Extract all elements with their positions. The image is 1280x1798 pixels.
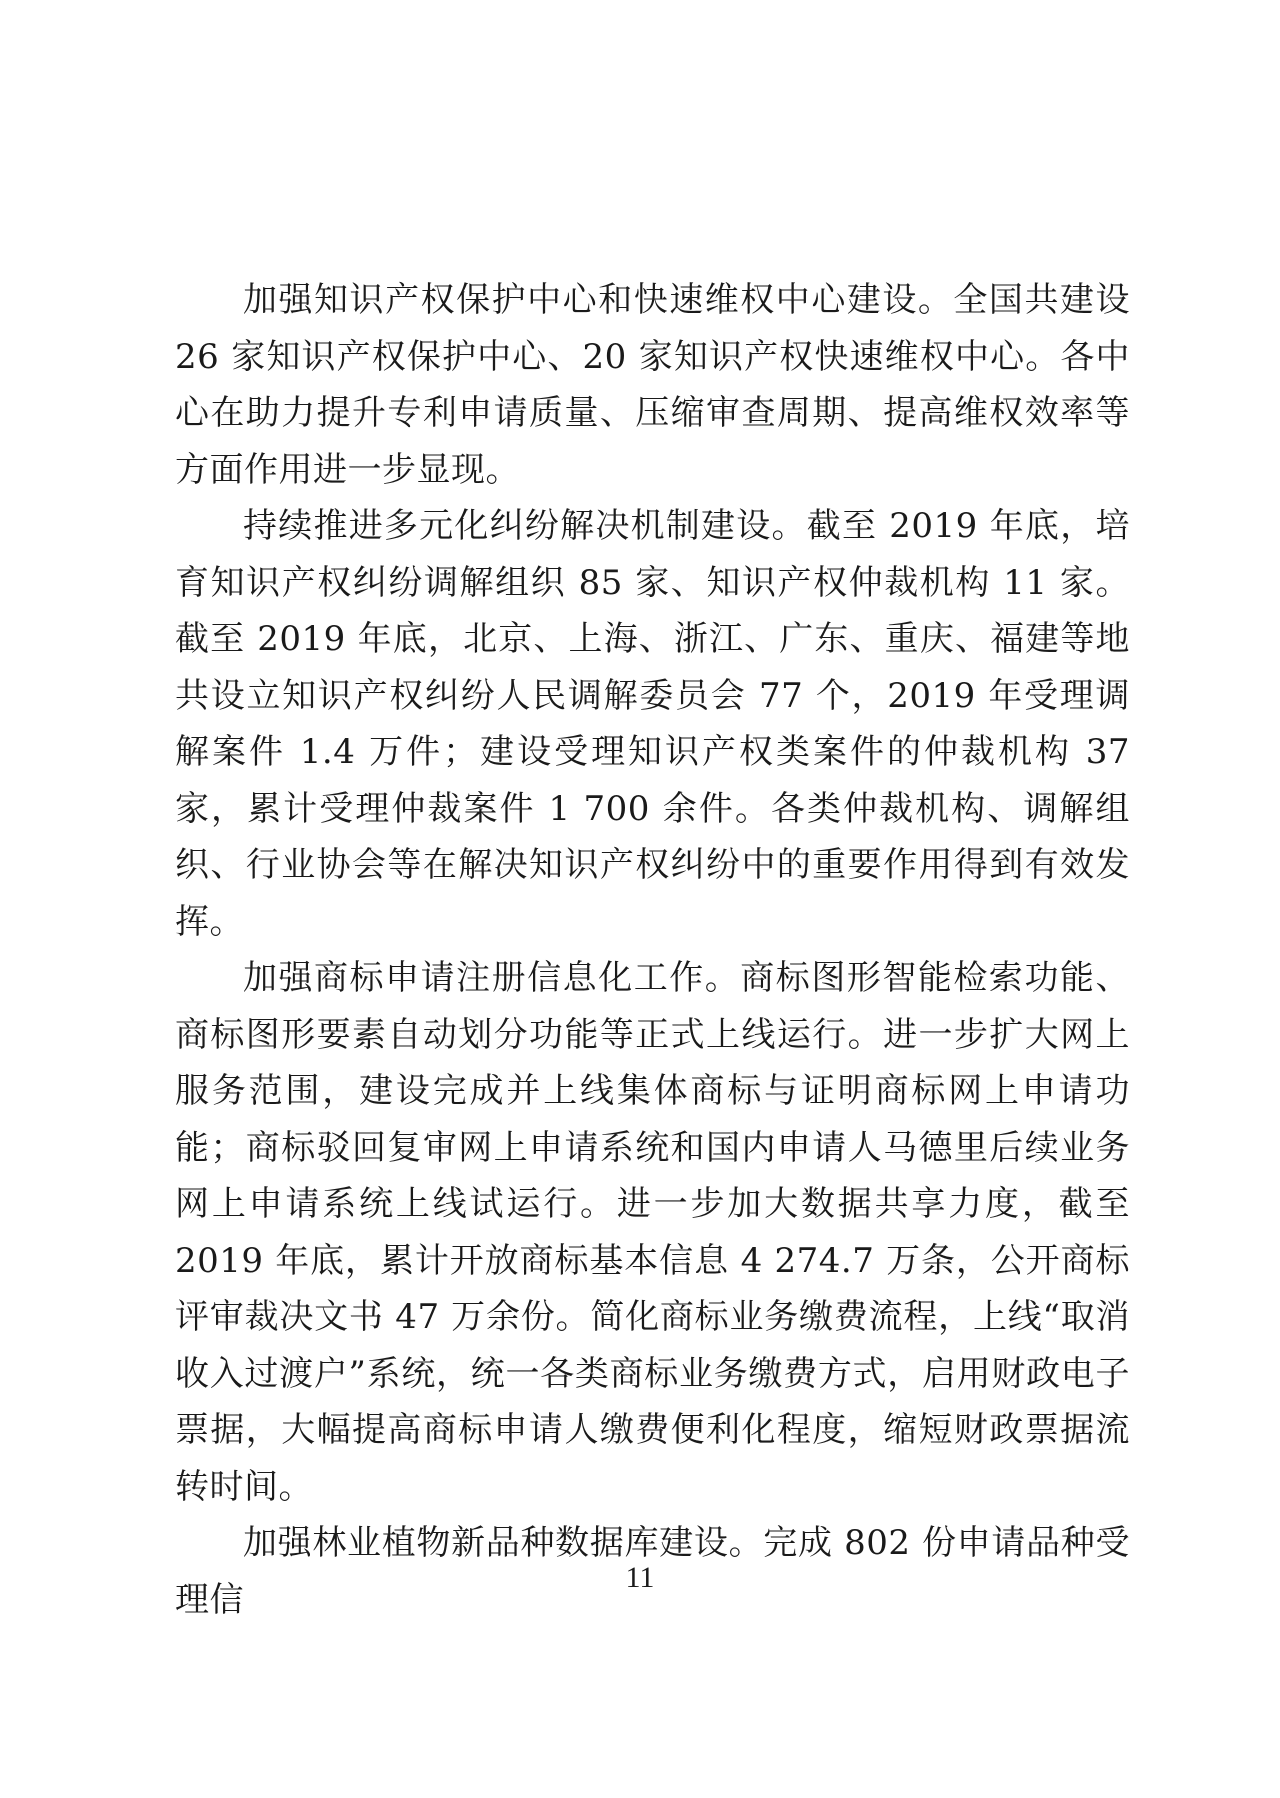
body-text (175, 272, 1130, 1628)
paragraph-trademark-informatization: 加强商标申请注册信息化工作。商标图形智能检索功能、商标图形要素自动划分功能等正式上线运行。进一步扩大网上服务范围，建设完成并上线集体商标与证明商标网上申请功能；商标驳回复审网上申请系统和国内申请人马德里后续业务网上申请系统上线试运行。进一步加大数据共享力度，截至 2019 年底，累计开放商标基本信息 4 274.7 万条，公开商标评审裁决文书 47 万余份。简化商标业务缴费流程，上线“取消收入过渡户”系统，统一各类商标业务缴费方式，启用财政电子票据，大幅提高商标申请人缴费便利化程度，缩短财政票据流转时间。 (175, 958, 1130, 1507)
paragraph-plant-variety-database: 加强林业植物新品种数据库建设。完成 802 份申请品种受理信 (175, 1523, 1130, 1620)
paragraph-protection-centers: 加强知识产权保护中心和快速维权中心建设。全国共建设 26 家知识产权保护中心、20 家知识产权快速维权中心。各中心在助力提升专利申请质量、压缩审查周期、提高维权效率等方面作用进一步显现。 (175, 280, 1130, 490)
paragraph-dispute-resolution: 持续推进多元化纠纷解决机制建设。截至 2019 年底，培育知识产权纠纷调解组织 85 家、知识产权仲裁机构 11 家。截至 2019 年底，北京、上海、浙江、广东、重庆、福建等地共设立知识产权纠纷人民调解委员会 77 个，2019 年受理调解案件 1.4 万件；建设受理知识产权类案件的仲裁机构 37 家，累计受理仲裁案件 1 700 余件。各类仲裁机构、调解组织、行业协会等在解决知识产权纠纷中的重要作用得到有效发挥。 (175, 506, 1130, 942)
page-number: 11 (625, 1561, 655, 1594)
